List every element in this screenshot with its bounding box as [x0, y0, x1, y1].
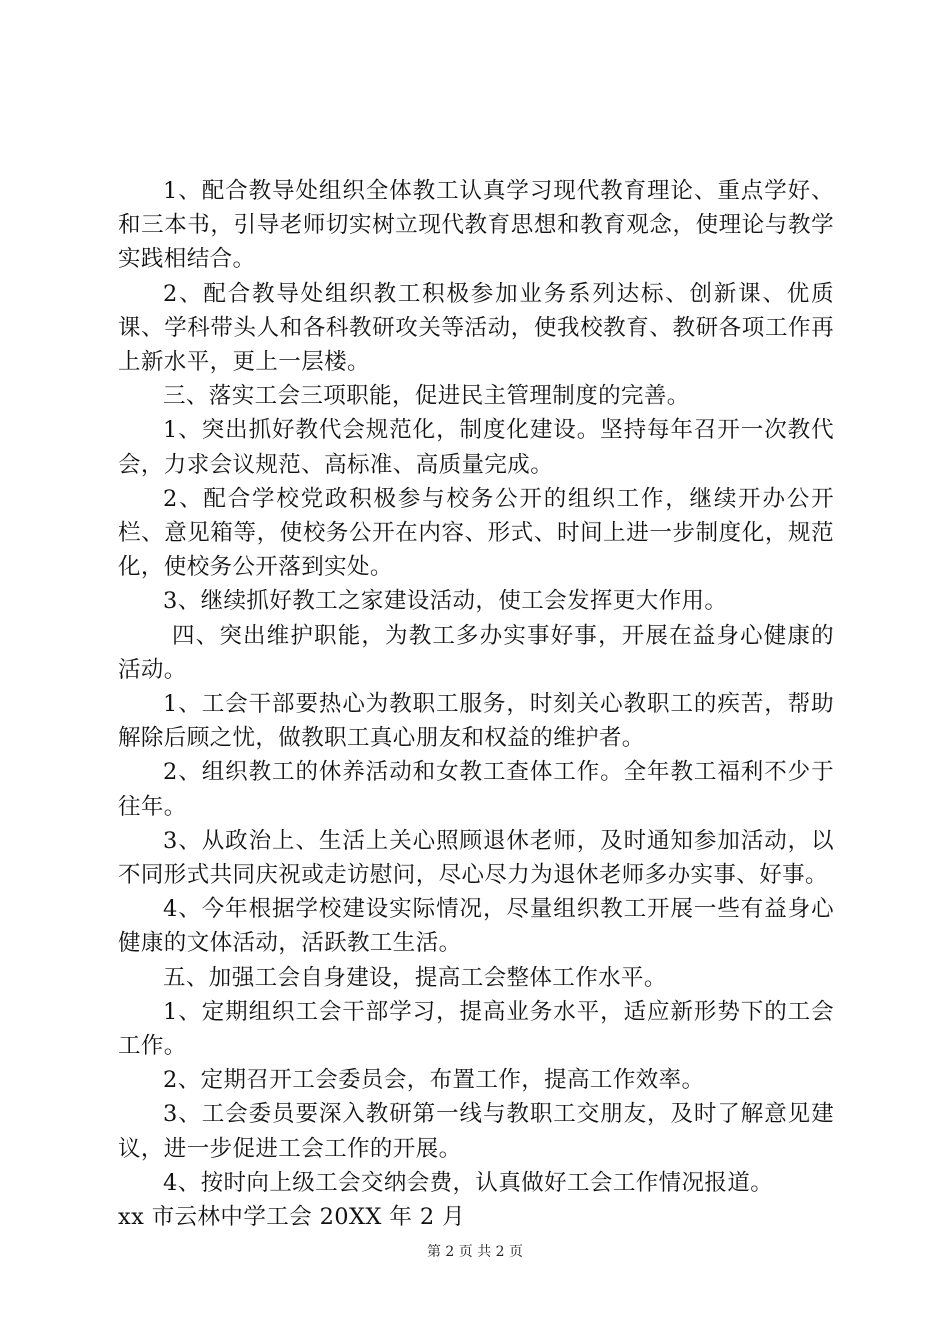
paragraph-item-3-1: 1、突出抓好教代会规范化，制度化建设。坚持每年召开一次教代会，力求会议规范、高标准、高质量完成。: [118, 417, 834, 478]
paragraph-item-5-2: 2、定期召开工会委员会，布置工作，提高工作效率。: [163, 1067, 705, 1094]
paragraph-item-4-3: 3、从政治上、生活上关心照顾退休老师，及时通知参加活动，以不同形式共同庆祝或走访慰问，尽心尽力为退休老师多办实事、好事。: [118, 827, 834, 889]
page-number-footer: 第 2 页 共 2 页: [426, 1244, 524, 1260]
section-heading-3: 三、落实工会三项职能，促进民主管理制度的完善。: [163, 383, 690, 410]
paragraph-item-1-study: 1、配合教导处组织全体教工认真学习现代教育理论、重点学好、和三本书，引导老师切实树立现代教育思想和教育观念，使理论与教学实践相结合。: [118, 178, 834, 273]
document-body: [118, 174, 834, 1234]
paragraph-item-5-3: 3、工会委员要深入教研第一线与教职工交朋友，及时了解意见建议，进一步促进工会工作的开展。: [118, 1101, 834, 1162]
document-signature: xx 市云林中学工会 20XX 年 2 月: [118, 1204, 466, 1231]
paragraph-item-4-4: 4、今年根据学校建设实际情况，尽量组织教工开展一些有益身心健康的文体活动，活跃教工生活。: [118, 896, 834, 957]
section-heading-5: 五、加强工会自身建设，提高工会整体工作水平。: [163, 964, 667, 991]
paragraph-item-3-2: 2、配合学校党政积极参与校务公开的组织工作，继续开办公开栏、意见箱等，使校务公开在内容、形式、时间上进一步制度化，规范化，使校务公开落到实处。: [118, 485, 834, 581]
paragraph-item-3-3: 3、继续抓好教工之家建设活动，使工会发挥更大作用。: [163, 588, 728, 615]
section-heading-4: 四、突出维护职能，为教工多办实事好事，开展在益身心健康的活动。: [118, 622, 834, 683]
paragraph-item-5-1: 1、定期组织工会干部学习，提高业务水平，适应新形势下的工会工作。: [118, 998, 834, 1060]
paragraph-item-4-2: 2、组织教工的休养活动和女教工查体工作。全年教工福利不少于往年。: [118, 759, 834, 820]
paragraph-item-5-4: 4、按时向上级工会交纳会费，认真做好工会工作情况报道。: [163, 1169, 774, 1196]
paragraph-item-4-1: 1、工会干部要热心为教职工服务，时刻关心教职工的疾苦，帮助解除后顾之忧，做教职工真心朋友和权益的维护者。: [118, 691, 834, 752]
paragraph-item-2-activities: 2、配合教导处组织教工积极参加业务系列达标、创新课、优质课、学科带头人和各科教研攻关等活动，使我校教育、教研各项工作再上新水平，更上一层楼。: [118, 280, 834, 376]
